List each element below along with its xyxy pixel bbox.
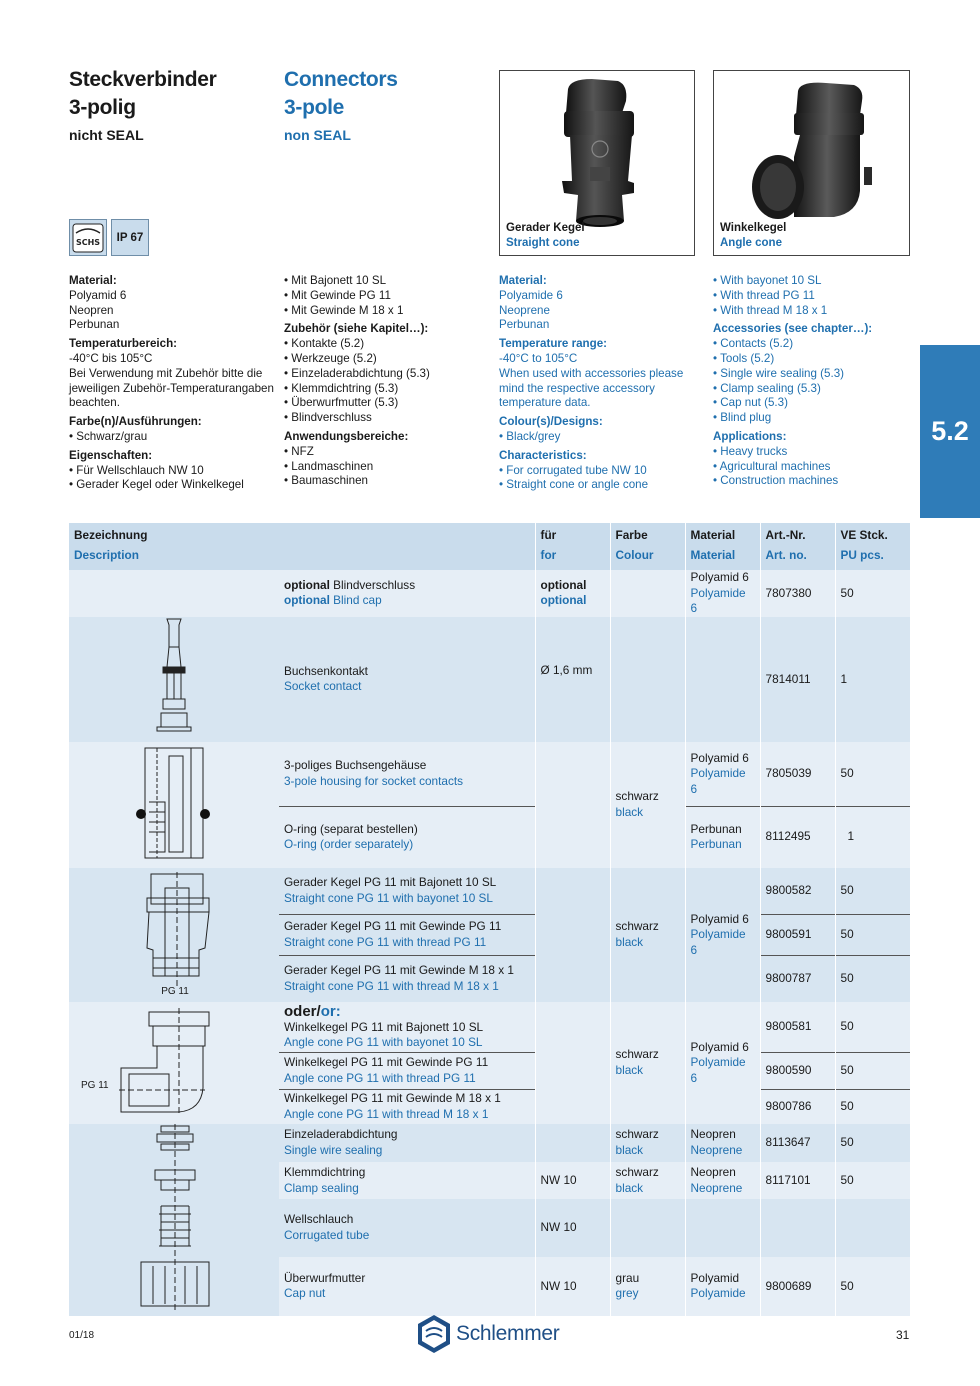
- temp-item: When used with accessories please mind the respective accessory temperature data.: [499, 366, 684, 410]
- color-item: • Black/grey: [499, 429, 561, 443]
- photo-caption-angle: [720, 221, 786, 251]
- row-pu: 50: [835, 1162, 910, 1199]
- ip67-badge: IP 67: [111, 219, 149, 256]
- svg-text:SCHS: SCHS: [75, 237, 101, 247]
- characteristic-item: • Straight cone or angle cone: [499, 478, 649, 492]
- caption-en: Straight cone: [506, 237, 580, 249]
- accessories-heading: Zubehör (siehe Kapitel…):: [284, 322, 429, 336]
- applications-heading: Applications:: [713, 429, 787, 443]
- row-description: Buchsenkontakt Socket contact: [284, 663, 368, 694]
- temp-item: -40°C to 105°C: [499, 351, 578, 365]
- row-article-no: 9800689: [760, 1257, 835, 1316]
- row-pu: 50: [835, 1089, 910, 1123]
- row-for: NW 10: [535, 1199, 610, 1256]
- variant-item: • With thread PG 11: [713, 288, 815, 302]
- row-for: NW 10: [535, 1162, 610, 1199]
- temp-item: -40°C bis 105°C: [69, 351, 153, 365]
- temp-item: Bei Verwendung mit Zubehör bitte die jeweiligen Zubehör-Temperaturangaben beachten.: [69, 366, 274, 410]
- spec-column-en-1: [499, 274, 704, 493]
- row-colour: schwarz black: [610, 1124, 685, 1163]
- row-material: Neopren Neoprene: [685, 1124, 760, 1163]
- row-for: optional optional: [535, 570, 610, 617]
- row-description: Winkelkegel PG 11 mit Gewinde M 18 x 1 Angle cone PG 11 with thread M 18 x 1: [279, 1089, 535, 1123]
- brand-name: Schlemmer: [456, 1322, 560, 1345]
- row-pu: 50: [835, 1052, 910, 1089]
- material-item: Polyamide 6: [499, 288, 563, 302]
- row-material: Polyamid Polyamide: [685, 1257, 760, 1316]
- housing-oring-icon: [69, 742, 279, 863]
- title-en-line1: Connectors: [284, 68, 398, 91]
- table-row: [69, 1124, 910, 1163]
- temp-heading: Temperature range:: [499, 337, 608, 351]
- table-row: [69, 742, 910, 806]
- accessory-item: • Single wire sealing (5.3): [713, 366, 845, 380]
- row-pu: 50: [835, 914, 910, 955]
- row-description: Klemmdichtring Clamp sealing: [284, 1165, 366, 1195]
- row-colour: schwarz black: [610, 1162, 685, 1199]
- material-item: Neopren: [69, 303, 114, 317]
- accessory-item: • Cap nut (5.3): [713, 396, 788, 410]
- color-heading: Farbe(n)/Ausführungen:: [69, 415, 202, 429]
- spec-column-en-2: [713, 274, 913, 489]
- header-for: für for: [535, 523, 610, 570]
- header-article-no: Art.-Nr. Art. no.: [760, 523, 835, 570]
- spec-column-de-2: [284, 274, 489, 489]
- material-item: Perbunan: [499, 318, 550, 332]
- straight-cone-section-icon: [69, 868, 279, 998]
- row-colour: grau grey: [610, 1257, 685, 1316]
- row-material: Polyamid 6 Polyamide 6: [685, 742, 760, 806]
- photo-angle-cone: [713, 70, 910, 256]
- accessory-item: • Kontakte (5.2): [284, 337, 365, 351]
- schlemmer-logo-icon: [416, 1314, 452, 1354]
- application-item: • Construction machines: [713, 474, 839, 488]
- table-row: [69, 868, 910, 915]
- row-pu: 1: [835, 806, 910, 867]
- socket-contact-drawing: [69, 617, 279, 743]
- angle-cone-drawing: [69, 1002, 279, 1124]
- characteristic-item: • For corrugated tube NW 10: [499, 463, 647, 477]
- material-item: Polyamid 6: [69, 288, 127, 302]
- row-article-no: 9800590: [760, 1052, 835, 1089]
- accessory-item: • Blind plug: [713, 411, 772, 425]
- row-article-no: 8117101: [760, 1162, 835, 1199]
- row-article-no: 7807380: [760, 570, 835, 617]
- row-pu: 1: [835, 617, 910, 743]
- header-pu: VE Stck. PU pcs.: [835, 523, 910, 570]
- row-pu: 50: [835, 1124, 910, 1163]
- row-description: Winkelkegel PG 11 mit Gewinde PG 11 Angle cone PG 11 with thread PG 11: [279, 1052, 535, 1089]
- application-item: • Agricultural machines: [713, 459, 831, 473]
- variant-item: • With bayonet 10 SL: [713, 274, 822, 287]
- accessories-heading: Accessories (see chapter…):: [713, 322, 873, 336]
- product-table: [69, 523, 910, 1316]
- row-description: Überwurfmutter Cap nut: [284, 1270, 366, 1301]
- row-article-no: 8112495: [760, 806, 835, 867]
- row-colour: schwarz black: [610, 742, 685, 868]
- accessory-item: • Tools (5.2): [713, 351, 775, 365]
- title-de-sub: nicht SEAL: [69, 127, 144, 143]
- row-description: oder/or: Winkelkegel PG 11 mit Bajonett 10 SL Angle cone PG 11 with bayonet 10 SL: [284, 1002, 484, 1050]
- footer-date: 01/18: [69, 1330, 95, 1341]
- material-item: Perbunan: [69, 318, 120, 332]
- title-german: [69, 66, 269, 146]
- application-item: • Landmaschinen: [284, 459, 374, 473]
- row-material: Neopren Neoprene: [685, 1162, 760, 1199]
- row-colour: schwarz black: [610, 1002, 685, 1124]
- row-pu: 50: [835, 955, 910, 1002]
- row-for: Ø 1,6 mm: [535, 617, 610, 743]
- accessories-stack-icon: [69, 1124, 279, 1312]
- certification-badge: [69, 219, 107, 256]
- row-material: Polyamid 6 Polyamide 6: [685, 1002, 760, 1124]
- property-item: • Gerader Kegel oder Winkelkegel: [69, 478, 244, 492]
- variant-item: • Mit Gewinde M 18 x 1: [284, 303, 404, 317]
- angle-cone-section-icon: [69, 1002, 279, 1119]
- material-item: Neoprene: [499, 303, 550, 317]
- caption-de: Gerader Kegel: [506, 222, 585, 234]
- color-heading: Colour(s)/Designs:: [499, 415, 603, 429]
- row-article-no: 9800581: [760, 1002, 835, 1052]
- title-de-line2: 3-polig: [69, 96, 136, 119]
- accessory-item: • Contacts (5.2): [713, 337, 794, 351]
- row-description: Einzeladerabdichtung Single wire sealing: [284, 1127, 398, 1157]
- characteristics-heading: Characteristics:: [499, 448, 587, 462]
- section-tab[interactable]: 5.2: [920, 345, 980, 518]
- variant-item: • Mit Bajonett 10 SL: [284, 274, 387, 287]
- accessory-item: • Klemmdichtring (5.3): [284, 381, 399, 395]
- title-de-line1: Steckverbinder: [69, 68, 217, 91]
- row-description: Gerader Kegel PG 11 mit Gewinde PG 11 Straight cone PG 11 with thread PG 11: [279, 914, 535, 955]
- row-pu: 50: [835, 1002, 910, 1052]
- row-article-no: 7805039: [760, 742, 835, 806]
- header-colour: Farbe Colour: [610, 523, 685, 570]
- table-row: [69, 617, 910, 743]
- variant-item: • Mit Gewinde PG 11: [284, 288, 391, 302]
- accessory-item: • Blindverschluss: [284, 411, 372, 425]
- applications-heading: Anwendungsbereiche:: [284, 429, 409, 443]
- row-article-no: 8113647: [760, 1124, 835, 1163]
- table-row: [69, 1002, 910, 1052]
- photo-straight-cone: [499, 70, 695, 256]
- application-item: • NFZ: [284, 444, 314, 458]
- table-header-row: [69, 523, 910, 570]
- accessories-drawing: [69, 1124, 279, 1317]
- brand-logo[interactable]: [416, 1314, 560, 1354]
- table-row: [69, 570, 910, 617]
- svg-text:PG 11: PG 11: [81, 1080, 109, 1091]
- socket-contact-icon: [69, 617, 279, 738]
- row-description: Gerader Kegel PG 11 mit Bajonett 10 SL Straight cone PG 11 with bayonet 10 SL: [284, 875, 497, 905]
- accessory-item: • Clamp sealing (5.3): [713, 381, 821, 395]
- material-heading: Material:: [69, 274, 117, 287]
- title-en-line2: 3-pole: [284, 96, 345, 119]
- row-pu: 50: [835, 1257, 910, 1316]
- property-item: • Für Wellschlauch NW 10: [69, 463, 204, 477]
- row-pu: 50: [835, 868, 910, 915]
- spec-column-de-1: [69, 274, 274, 493]
- row-description: optional Blindverschluss optional Blind cap: [284, 577, 416, 608]
- row-material: Perbunan Perbunan: [685, 806, 760, 867]
- row-description: Wellschlauch Corrugated tube: [284, 1212, 370, 1242]
- title-en-sub: non SEAL: [284, 127, 351, 143]
- application-item: • Heavy trucks: [713, 444, 788, 458]
- accessory-item: • Werkzeuge (5.2): [284, 351, 377, 365]
- certification-logo-icon: [72, 223, 104, 253]
- accessory-item: • Einzeladerabdichtung (5.3): [284, 366, 430, 380]
- row-description: O-ring (separat bestellen) O-ring (order separately): [279, 806, 535, 867]
- row-material: Polyamid 6 Polyamide 6: [685, 868, 760, 1003]
- temp-heading: Temperaturbereich:: [69, 337, 178, 351]
- material-heading: Material:: [499, 274, 547, 287]
- svg-text:PG 11: PG 11: [161, 985, 189, 997]
- page-number: 31: [896, 1328, 910, 1342]
- row-material: Polyamid 6 Polyamide 6: [685, 570, 760, 617]
- caption-en: Angle cone: [720, 237, 782, 249]
- row-description: 3-poliges Buchsengehäuse 3-pole housing for socket contacts: [284, 758, 464, 788]
- straight-cone-drawing: [69, 868, 279, 1003]
- row-for: NW 10: [535, 1257, 610, 1316]
- header-description: Bezeichnung Description: [69, 523, 535, 570]
- row-pu: 50: [835, 742, 910, 806]
- variant-item: • With thread M 18 x 1: [713, 303, 828, 317]
- row-article-no: 9800787: [760, 955, 835, 1002]
- photo-caption-straight: [506, 221, 585, 251]
- row-article-no: 9800591: [760, 914, 835, 955]
- application-item: • Baumaschinen: [284, 474, 368, 488]
- accessory-item: • Überwurfmutter (5.3): [284, 396, 399, 410]
- title-english: [284, 66, 484, 146]
- row-colour: schwarz black: [610, 868, 685, 1003]
- color-item: • Schwarz/grau: [69, 429, 148, 443]
- row-article-no: 9800582: [760, 868, 835, 915]
- header-material: Material Material: [685, 523, 760, 570]
- row-article-no: 9800786: [760, 1089, 835, 1123]
- row-description: Gerader Kegel PG 11 mit Gewinde M 18 x 1 Straight cone PG 11 with thread M 18 x 1: [279, 955, 535, 1002]
- properties-heading: Eigenschaften:: [69, 448, 153, 462]
- row-article-no: 7814011: [760, 617, 835, 743]
- row-pu: 50: [835, 570, 910, 617]
- housing-drawing: [69, 742, 279, 868]
- caption-de: Winkelkegel: [720, 222, 787, 234]
